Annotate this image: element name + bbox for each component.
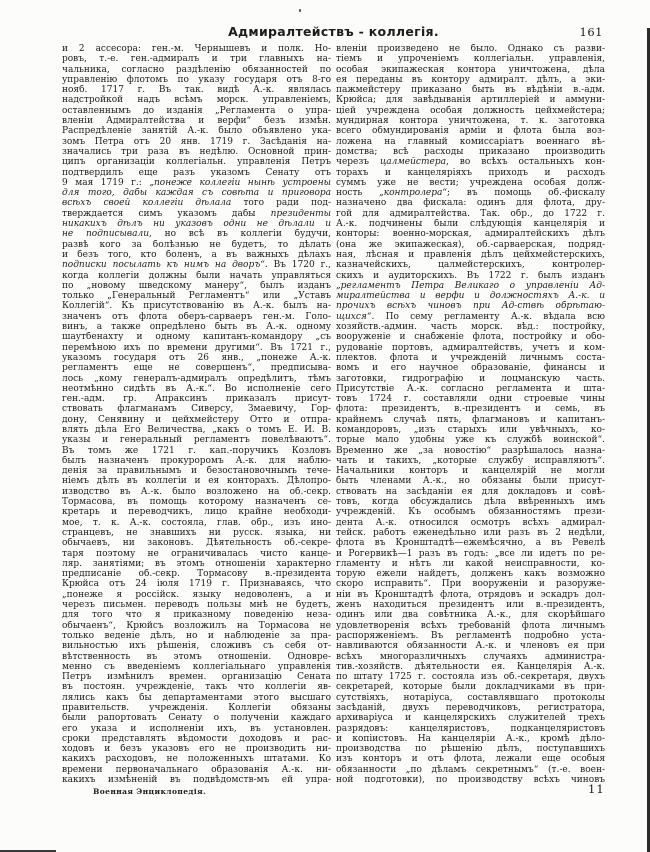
text-line: домства; всѣ расходы приказано производить (336, 146, 605, 157)
text-line: ляр. занятіями; въ этомъ отношеніи характерно (62, 558, 331, 569)
text-line: какихъ измѣненій въ подвѣдомств-мъ ей упра- (62, 775, 331, 786)
text-line: регламентъ еще не совершенъ“, предписыва- (62, 363, 331, 374)
text-line: производства по рѣшенію дѣлъ, поступавшихъ (336, 744, 605, 755)
text-line: удовлетворенія всѣхъ требованій флота личнымъ (336, 620, 605, 631)
text-columns (62, 44, 605, 786)
text-line: архиваріуса и канцелярскихъ служителей трехъ (336, 713, 605, 724)
text-line: времени первоначальнаго образованія А.-к. ни- (62, 764, 331, 775)
text-line: навливаются обязанности А.-к. и членовъ ея при (336, 641, 605, 652)
text-line: тіемъ и упроченіемъ коллегіальн. управленія, (336, 54, 605, 65)
text-line: винъ, а также опредѣлено быть въ А.-к. одному (62, 322, 331, 333)
text-line: Тормасова, въ помощь которому назначенъ се- (62, 497, 331, 508)
text-line: разрядовъ: канцеляристовъ, подканцеляристовъ (336, 723, 605, 734)
text-line: не подписывали, но всѣ въ коллегіи будучи, (62, 229, 331, 240)
text-line: предписаніе об.-секр. Тормасову в.-президента (62, 569, 331, 580)
text-line: управленію флотомъ по указу государя отъ 8-го (62, 74, 331, 85)
text-line: и безъ того, кто боленъ, а въ важныхъ дѣлахъ (62, 249, 331, 260)
text-line: для того, дабы каждая съ совѣта и приговора (62, 188, 331, 199)
text-line: нояб. 1717 г. Въ так. видѣ А.-к. являлась (62, 85, 331, 96)
text-line: обычаенъ“, Крюйсъ возложилъ на Тормасова не (62, 620, 331, 631)
text-line: товъ, когда обсуждались дѣла ввѣренныхъ имъ (336, 497, 605, 508)
scan-speck-artifact (299, 9, 301, 12)
text-line: ложена на главный комиссаріатъ военнаго вѣ- (336, 136, 605, 147)
text-line: по штату 1725 г. состояла изъ об.-секретаря, двухъ (336, 672, 605, 683)
text-line: дента А.-к. относился осмотръ всѣхъ адмирал- (336, 517, 605, 528)
text-line: по „новому шведскому манеру“, былъ изданъ (62, 280, 331, 291)
text-line: значались три раза въ недѣлю. Основной прин- (62, 146, 331, 157)
text-line: сроки представлять вѣдомости доходовъ и рас- (62, 733, 331, 744)
text-line: торую ежели найдетъ, долженъ какъ возможно (336, 569, 605, 580)
text-line: лялись какъ бы департаментами этого высшаго (62, 692, 331, 703)
text-line: перемѣною ихъ по времени другими“. Въ 1721 г., (62, 342, 331, 353)
text-line: торые мало удобны уже къ службѣ воинской“. (336, 435, 605, 446)
text-line: Крюйса отъ 24 іюля 1719 г. Признаваясь, что (62, 579, 331, 590)
text-line: чать и такихъ, „которые службу исправляютъ“. (336, 455, 605, 466)
text-line: дону, Сенявину и цейхмейстеру Отто и отпра- (62, 414, 331, 425)
text-line: секретарей, которые были докладчиками въ при- (336, 682, 605, 693)
text-line: подтвердилъ еще разъ указомъ Сенату отъ (62, 167, 331, 178)
text-line: никакихъ дѣлъ ни указовъ одни не дѣлали и (62, 219, 331, 230)
text-line: денія за правильнымъ и безостановочнымъ тече- (62, 466, 331, 477)
text-line: ность „контролера“; въ помощь об.-фискалу (336, 188, 605, 199)
text-line: быть членами А.-к., но обязаны были присут- (336, 476, 605, 487)
text-line: скихъ и аудиторскихъ. Въ 1722 г. былъ изданъ (336, 270, 605, 281)
text-line: подписки посылать къ нимъ на дворъ“. Въ 1720 г., (62, 260, 331, 271)
text-line: его указа и исполненіи ихъ, въ установлен. (62, 723, 331, 734)
text-line: шаутбенахту и одному капитанъ-командору „съ (62, 332, 331, 343)
text-line: тейск. работъ еженедѣльно или разъ въ 2 недѣли, (336, 527, 605, 538)
text-line: таря поэтому не ограничивалась чисто канце- (62, 548, 331, 559)
text-line: правительств. учрежденія. Коллегіи обязаны (62, 703, 331, 713)
text-line: неотмѣнно сидѣть въ А.-к.“. Во исполненіе сего (62, 383, 331, 394)
text-line: когда коллегіи должны были начать управляться (62, 270, 331, 281)
text-line: мундирная контора уничтожена, т. к. заготовка (336, 116, 605, 127)
text-line: „понеже я россійск. языку недоволенъ, а и (62, 589, 331, 600)
text-line: черезъ цалмейстера, во всѣхъ остальныхъ кон- (336, 157, 605, 168)
text-line: 9 мая 1719 г.: „понеже коллегіи нынѣ устроены (62, 177, 331, 188)
text-line: женъ находиться президентъ или в.-президентъ, (336, 600, 605, 611)
text-line: ніи въ Кронштадтѣ флота, отрядовъ и эскадръ дол- (336, 589, 605, 600)
text-line: ной подготовки), по производству всѣхъ чиновъ (336, 775, 605, 786)
volume-page-number: 11 (588, 782, 605, 796)
text-line: всего обмундированія арміи и флота была воз- (336, 126, 605, 137)
text-line: какихъ расходовъ, не положенныхъ штатами. Ко (62, 754, 331, 765)
text-line: казначейскихъ, цалмейстерскихъ, контролер- (336, 260, 605, 271)
text-line: миралтейства и верфи и должностяхъ А.-к. и (336, 291, 605, 302)
text-line: обязанности „по дѣламъ секретнымъ“ (т.-е. воен- (336, 764, 605, 775)
text-line: былъ назначенъ прокуроромъ А.-к. для наблю- (62, 455, 331, 466)
text-line: учрежденій. Къ особымъ обязанностямъ прези- (336, 507, 605, 518)
text-line: „регламентъ Петра Великаго о управленіи Ад- (336, 280, 605, 291)
text-line: распоряженіемъ. Въ регламентѣ подробно уста- (336, 630, 605, 641)
text-line: Коллегій“. Къ присутствованію въ А.-к. былъ на- (62, 301, 331, 312)
text-line: ходовъ и безъ указовъ его не производить ни- (62, 744, 331, 755)
text-line: мое, т. к. А.-к. состояла, глав. обр., изъ ино- (62, 517, 331, 528)
text-line: ствовать на засѣданіи ея для докладовъ и совѣ- (336, 486, 605, 497)
text-line: ровъ, т.-е. ген.-адмиралъ и три главныхъ на- (62, 54, 331, 65)
text-line: скоро исправить“. При вооруженіи и разоруже- (336, 579, 605, 590)
text-line: товъ 1724 г. составляли одни строевые чины (336, 394, 605, 405)
text-line: Начальники конторъ и канцелярій не могли (336, 466, 605, 477)
text-line: развѣ кого за болѣзнью не будетъ, то дѣлать (62, 239, 331, 250)
text-line: ствовать флагманамъ Сиверсу, Змаевичу, Гор- (62, 404, 331, 415)
running-title: Адмиралтействъ - коллегія. (228, 24, 439, 39)
text-line: Въ томъ же 1721 г. кап.-поручикъ Козловъ (62, 445, 331, 456)
text-line: ея переданы въ контору адмиралт. дѣлъ, а эки- (336, 74, 605, 85)
text-line: всѣхъ многоразличныхъ случаяхъ администра- (336, 651, 605, 662)
text-line: конторы: военно-морская, адмиралтейскихъ дѣлъ (336, 229, 605, 240)
text-line: только „Генеральный Регламентъ“ или „Уставъ (62, 291, 331, 302)
text-line: оставленнымъ до изданія „Регламента о упра- (62, 105, 331, 116)
text-line: торахъ и канцеляріяхъ приходъ и расходъ (336, 167, 605, 178)
text-line: (она же экипажеская), об.-сарваерская, подряд- (336, 239, 605, 250)
text-line: и 2 ассесора: ген.-м. Чернышевъ и полк. Но- (62, 44, 331, 54)
text-line: Временно же „за новостію“ разрѣшалось назна- (336, 445, 605, 456)
text-line: ніемъ дѣлъ въ коллегіи и ея конторахъ. Дѣлопро- (62, 476, 331, 487)
text-line: Крюйса; для завѣдыванія артиллеріей и аммуни- (336, 95, 605, 106)
text-line: зомъ Петра отъ 20 янв. 1719 г. Засѣданія на- (62, 136, 331, 147)
text-line: А.-к. подчинены были слѣдующія канцелярія и (336, 219, 605, 230)
text-line: суммъ уже не вести; учреждена особая долж- (336, 177, 605, 188)
left-text-column (62, 44, 331, 786)
text-line: лось „кому генералъ-адмиралъ опредѣлитъ, тѣмъ (62, 373, 331, 384)
text-line: указомъ государя отъ 26 янв., „понеже А.-к. (62, 352, 331, 363)
text-line: были рапортовать Сенату о полученіи каждаго (62, 713, 331, 724)
text-line: флота въ Кронштадтѣ—ежемѣсячно, а въ Ревелѣ (336, 538, 605, 549)
text-line: вленіи произведено не было. Однако съ разви- (336, 44, 605, 54)
text-line: вомъ и его научное образованіе, финансы и (336, 363, 605, 374)
text-line: тив.-хозяйств. дѣятельности ея. Канцелярія А.-к. (336, 661, 605, 672)
text-line: значенъ отъ флота оберъ-сарваеръ ген.-м. Голо- (62, 311, 331, 322)
text-line: особая экипажеская контора уничтожена, дѣла (336, 64, 605, 75)
text-line: Петръ измѣнилъ времен. организацію Сената (62, 672, 331, 683)
text-line: Присутствіе А.-к. согласно регламента и шта- (336, 383, 605, 394)
text-line: изъ конторъ и отъ флота, лежали еще особыя (336, 754, 605, 765)
text-line: и копіистовъ. На канцеляріи А.-к., кромѣ дѣло- (336, 733, 605, 744)
text-line: засѣданій, двухъ переводчиковъ, регистратора, (336, 703, 605, 713)
text-line: черезъ письмен. переводъ пользы мнѣ не будетъ, (62, 600, 331, 611)
text-line: для того что я приказному поведенію неза- (62, 610, 331, 621)
text-line: надстройкой надъ всѣмъ морск. управленіемъ, (62, 95, 331, 106)
text-line: менно съ введеніемъ коллегіальнаго управленія (62, 661, 331, 672)
text-line: флота: президентъ, в.-президентъ и семь, въ (336, 404, 605, 415)
text-line: гой для адмиралтейства. Так. обр., до 1722 г. (336, 208, 605, 219)
text-line: одинъ или два совѣтника А.-к., для скорѣйшаго (336, 610, 605, 621)
imprint: Военная Энциклопедія. (93, 787, 207, 796)
text-line: ціей учреждена особая должность цейхмейстера; (336, 105, 605, 116)
text-line: и Рогервикѣ—1 разъ въ годъ: „все ли идетъ по ре- (336, 548, 605, 559)
text-line: тверждается симъ указомъ дабы президенты (62, 208, 331, 219)
text-line: въ постоян. учрежденіе, такъ что коллегіи яв- (62, 682, 331, 693)
right-text-column (336, 44, 605, 786)
text-line: рудованіе портовъ, адмиралтействъ, учетъ и ком- (336, 342, 605, 353)
text-line: ципъ организаціи коллегіальн. управленія Петръ (62, 157, 331, 168)
text-line: влять дѣла Его Величества, „какъ о томъ Е. И. В. (62, 424, 331, 435)
text-line: обычаевъ, ни законовъ. Дѣятельность об.-секре- (62, 538, 331, 549)
text-line: щихся“. По сему регламенту А.-к. вѣдала всю (336, 311, 605, 322)
text-line: Распредѣленіе занятій А.-к. было объявлено ука- (62, 126, 331, 137)
text-line: только веденіе дѣлъ, но и наблюденіе за пра- (62, 630, 331, 641)
text-line: вильностью ихъ рѣшенія, сложивъ съ себя от- (62, 641, 331, 652)
text-line: крайнемъ случаѣ пять, флагмановъ и капитанъ- (336, 414, 605, 425)
text-line: командоровъ, „изъ старыхъ или увѣчныхъ, ко- (336, 424, 605, 435)
text-line: пажмейстеру приказано быть въ вѣдѣніи в.-адм. (336, 85, 605, 96)
text-line: кретарь и переводчикъ, лицо крайне необходи- (62, 507, 331, 518)
text-line: заготовки, гидрографію и лоцманскую часть. (336, 373, 605, 384)
text-line: ген.-адм. гр. Апраксинъ приказалъ присут- (62, 394, 331, 405)
text-line: вленіи Адмиралтейства и верфи“ безъ измѣн. (62, 116, 331, 127)
text-line: хозяйств.-админ. часть морск. вѣд.: постройку, (336, 322, 605, 333)
text-line: странцевъ, не знавшихъ ни русск. языка, ни (62, 527, 331, 538)
text-line: гламенту и нѣтъ ли какой неисправности, ко- (336, 558, 605, 569)
text-line: назначено два фискала: одинъ для флота, дру- (336, 198, 605, 209)
text-line: сутствіяхъ, нотаріуса, составлявшаго протоколы (336, 692, 605, 703)
text-line: вооруженіе и снабженіе флота, постройку и обо- (336, 332, 605, 343)
page-number: 161 (579, 25, 603, 39)
text-line: чальника, согласно раздѣленію обязанностей по (62, 64, 331, 75)
text-line: изводство въ А.-к. было возложено на об.-секр. (62, 486, 331, 497)
text-line: указы и генеральный регламентъ повелѣваютъ“. (62, 435, 331, 446)
text-line: всѣхъ своей коллегіи дѣлала того ради под- (62, 198, 331, 209)
text-line: ная, лѣсная и правленія дѣлъ цейхмейстерскихъ, (336, 249, 605, 260)
page-header (62, 24, 605, 42)
text-line: вѣтственность въ этомъ отношеніи. Одновре- (62, 651, 331, 662)
text-line: прочихъ всѣхъ чиновъ при Ад-ствѣ обрѣтаю- (336, 301, 605, 312)
text-line: плектов. флота и учрежденій личнымъ соста- (336, 352, 605, 363)
